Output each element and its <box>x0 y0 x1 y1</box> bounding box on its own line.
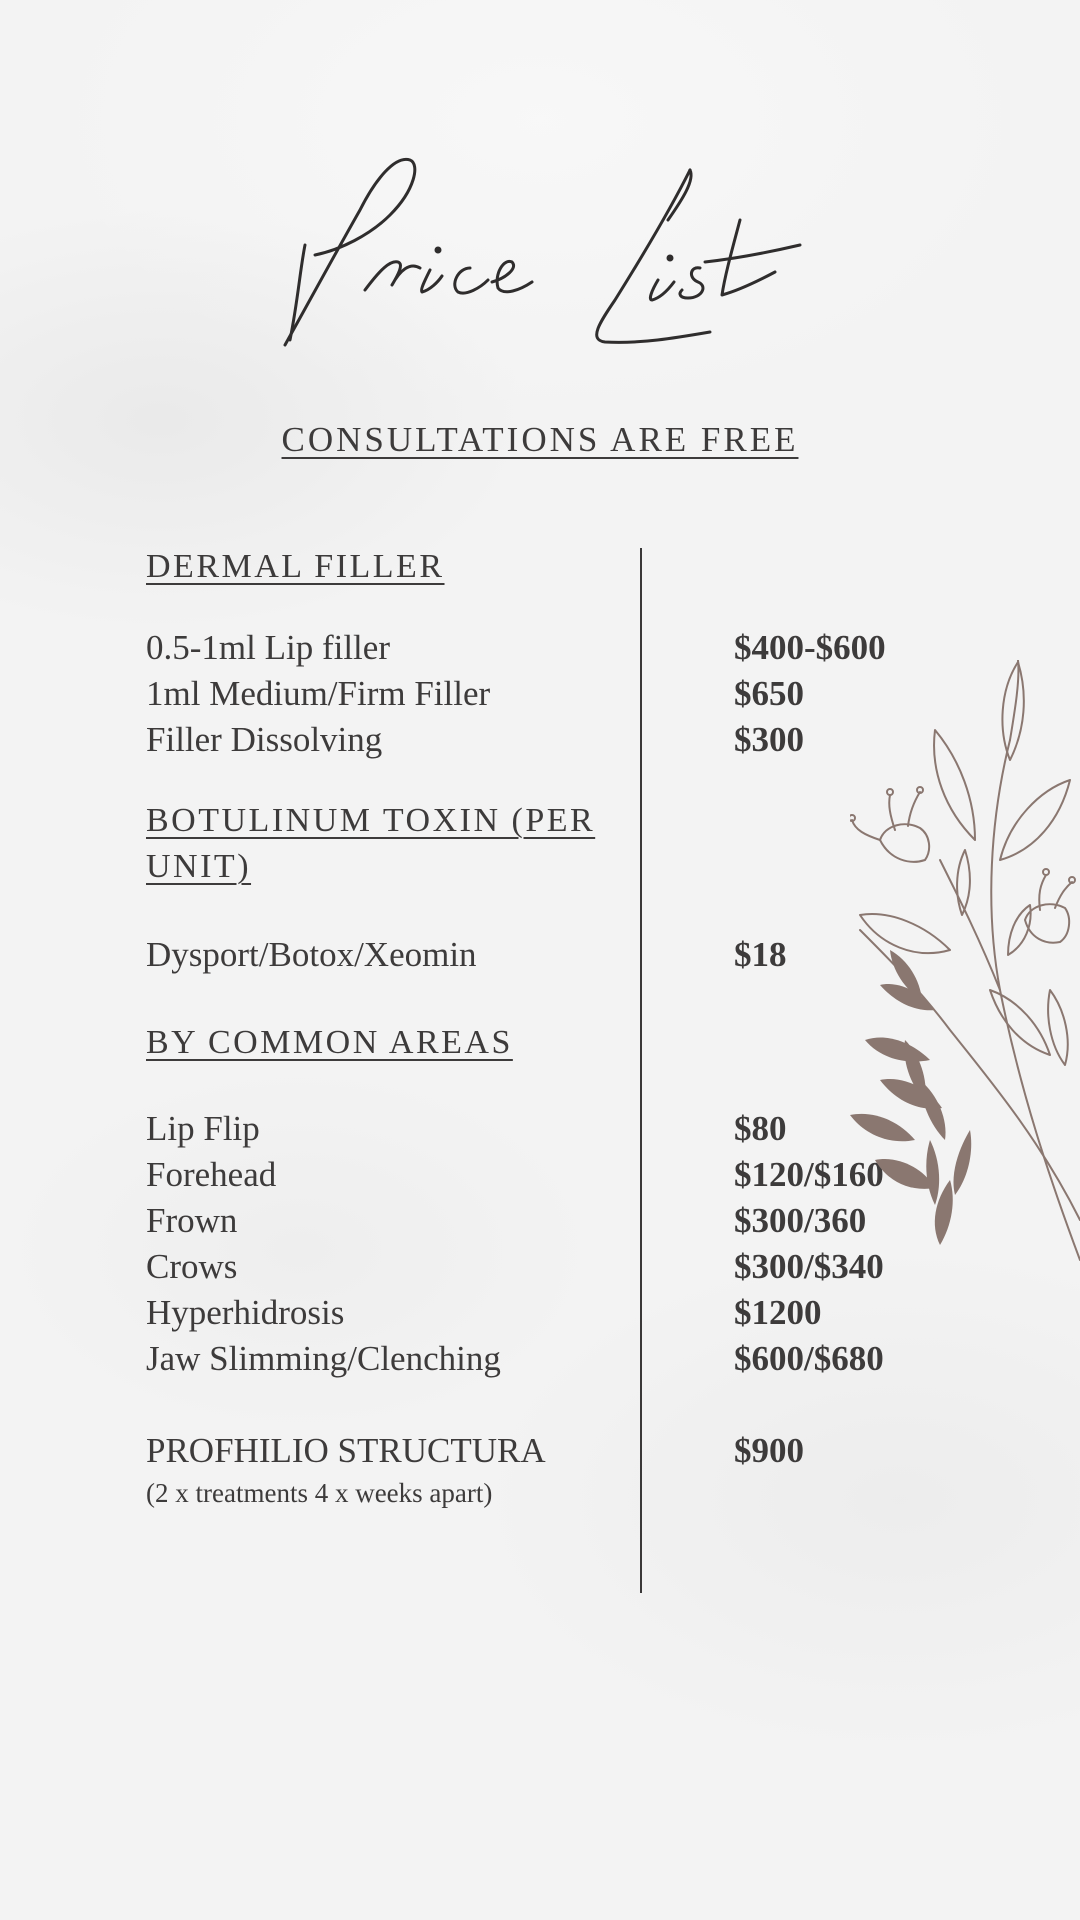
treatment-price: $1200 <box>734 1293 822 1332</box>
price-row <box>0 1290 1080 1336</box>
treatment-name: 1ml Medium/Firm Filler <box>146 674 491 713</box>
page-title <box>270 150 810 360</box>
price-row <box>0 1336 1080 1382</box>
treatment-price: $300 <box>734 720 804 759</box>
consultation-notice: CONSULTATIONS ARE FREE <box>281 420 799 459</box>
treatment-name: Crows <box>146 1247 238 1286</box>
treatment-name: 0.5-1ml Lip filler <box>146 628 390 667</box>
treatment-name: Hyperhidrosis <box>146 1293 345 1332</box>
treatment-name: Jaw Slimming/Clenching <box>146 1339 501 1378</box>
treatment-name: Forehead <box>146 1155 277 1194</box>
section-heading-common-areas: BY COMMON AREAS <box>146 1024 513 1061</box>
treatment-price: $400-$600 <box>734 628 886 667</box>
treatment-price: $600/$680 <box>734 1339 884 1378</box>
floral-sprig-illustration <box>850 660 1080 1280</box>
treatment-price: $18 <box>734 935 787 974</box>
treatment-price: $120/$160 <box>734 1155 884 1194</box>
treatment-name: Frown <box>146 1201 238 1240</box>
section-heading-botulinum-toxin: BOTULINUM TOXIN (PER UNIT) <box>146 802 596 885</box>
price-row-profhilio <box>0 1428 1080 1474</box>
treatment-name: PROFHILIO STRUCTURA <box>146 1431 546 1470</box>
treatment-price: $80 <box>734 1109 787 1148</box>
treatment-price: $300/360 <box>734 1201 867 1240</box>
treatment-name: Lip Flip <box>146 1109 260 1148</box>
treatment-name: Filler Dissolving <box>146 720 383 759</box>
treatment-note: (2 x treatments 4 x weeks apart) <box>146 1478 493 1508</box>
treatment-name: Dysport/Botox/Xeomin <box>146 935 477 974</box>
treatment-price: $650 <box>734 674 804 713</box>
treatment-price: $900 <box>734 1431 804 1470</box>
floral-icon <box>850 660 1080 1280</box>
section-heading-dermal-filler: DERMAL FILLER <box>146 548 445 585</box>
treatment-price: $300/$340 <box>734 1247 884 1286</box>
